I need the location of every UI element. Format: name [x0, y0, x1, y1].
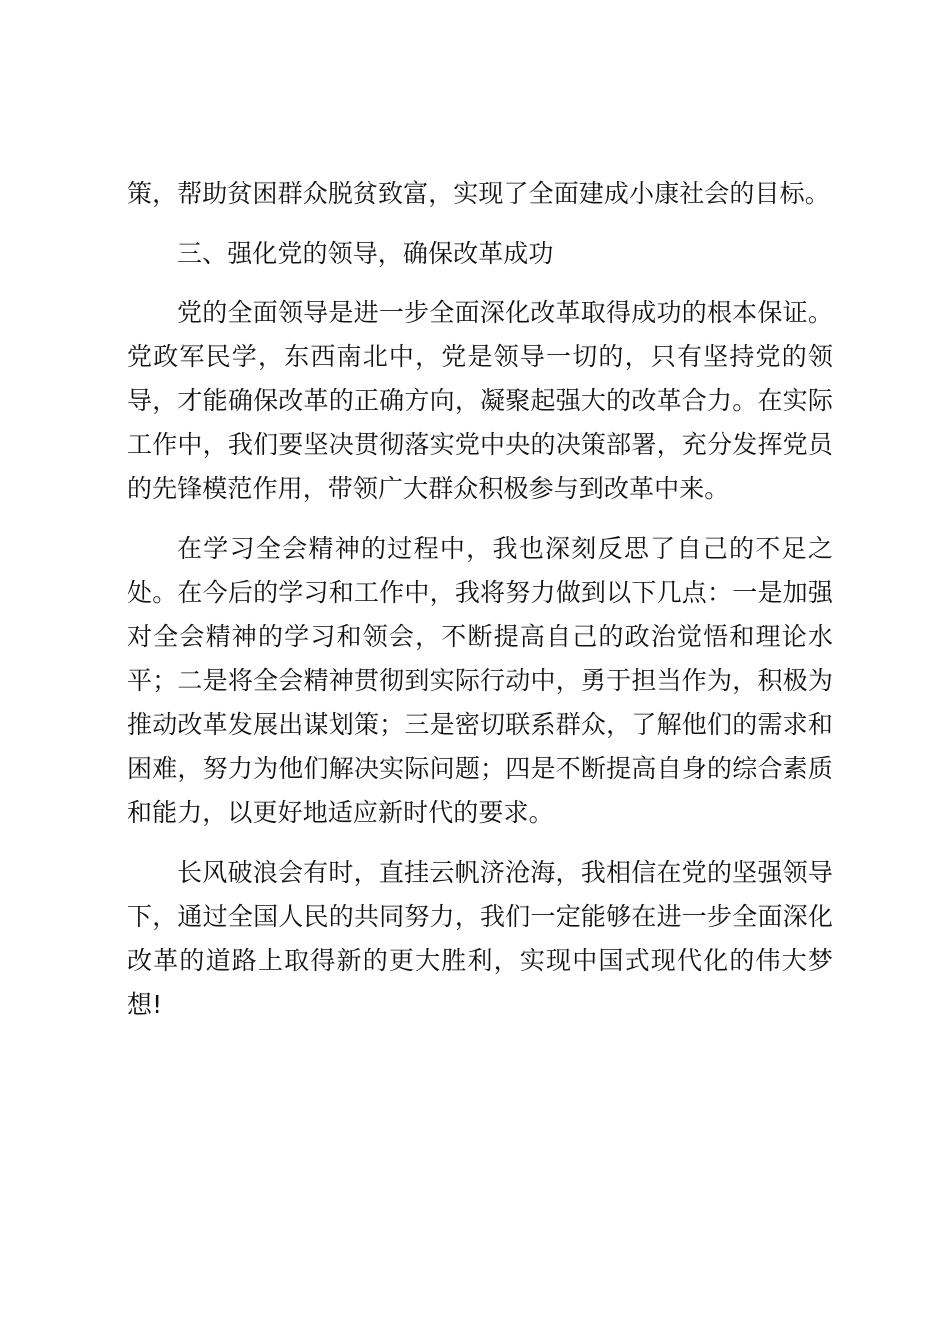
document-body — [127, 172, 833, 1027]
paragraph-continuation: 策，帮助贫困群众脱贫致富，实现了全面建成小康社会的目标。 — [127, 179, 830, 208]
paragraph-party-leadership: 党的全面领导是进一步全面深化改革取得成功的根本保证。党政军民学，东西南北中，党是领导一切的，只有坚持党的领导，才能确保改革的正确方向，凝聚起强大的改革合力。在实际工作中，我们要坚决贯彻落实党中央的决策部署，充分发挥党员的先锋模范作用，带领广大群众积极参与到改革中来。 — [127, 298, 833, 503]
paragraph-conclusion: 长风破浪会有时，直挂云帆济沧海，我相信在党的坚强领导下，通过全国人民的共同努力，我们一定能够在进一步全面深化改革的道路上取得新的更大胜利，实现中国式现代化的伟大梦想! — [127, 858, 833, 1019]
paragraph-reflection: 在学习全会精神的过程中，我也深刻反思了自己的不足之处。在今后的学习和工作中，我将努力做到以下几点：一是加强对全会精神的学习和领会，不断提高自己的政治觉悟和理论水平；二是将全会精神贯彻到实际行动中，勇于担当作为，积极为推动改革发展出谋划策；三是密切联系群众，了解他们的需求和困难，努力为他们解决实际问题；四是不断提高自身的综合素质和能力，以更好地适应新时代的要求。 — [127, 534, 833, 827]
section-heading: 三、强化党的领导，确保改革成功 — [177, 239, 554, 268]
